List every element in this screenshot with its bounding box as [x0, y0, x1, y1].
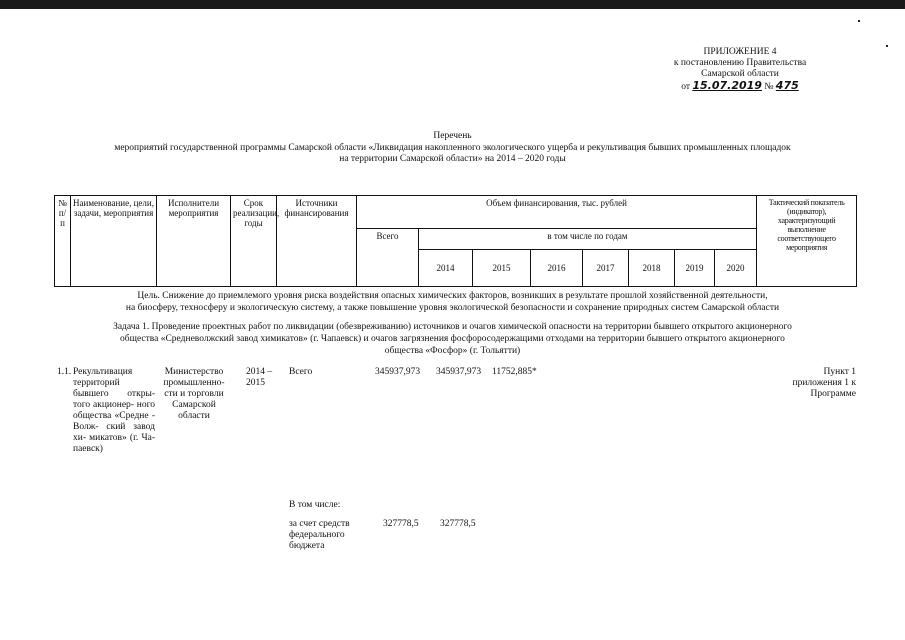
col-year: 2018 — [629, 250, 675, 287]
appendix-region: Самарской области — [701, 69, 779, 79]
federal-budget-label: за счет средств федерального бюджета — [289, 519, 350, 551]
task-line-1: Задача 1. Проведение проектных работ по ликвидации (обезвреживанию) источников и очагов химической опасности на территории бывшего открытого акционерного — [113, 322, 792, 332]
goal-line-2: на биосферу, техносферу и экологическую систему, а также повышение уровня экологической безопасности и сохранение природных систем Самарской области — [125, 303, 780, 313]
col-executors: Исполнители мероприятия — [157, 196, 231, 287]
col-year: 2015 — [473, 250, 531, 287]
document-subtitle: мероприятий государственной программы Самарской области «Ликвидация накопленного экологического ущерба и рекультивация бывших промышленных площадок — [114, 143, 791, 153]
including-label: В том числе: — [289, 500, 341, 510]
col-by-years: в том числе по годам — [419, 229, 757, 250]
scan-speck — [886, 45, 888, 47]
row-indicator: Пункт 1 приложения 1 к Программе — [792, 367, 856, 399]
row-2015: 11752,885* — [492, 367, 537, 377]
row-total: 345937,973 — [375, 367, 421, 377]
col-num: № п/п — [55, 196, 71, 287]
federal-2014: 327778,5 — [440, 519, 476, 529]
col-sources: Источники финансирования — [277, 196, 357, 287]
task-line-3: общества «Фосфор» (г. Тольятти) — [384, 346, 521, 356]
appendix-resolution: к постановлению Правительства — [673, 58, 807, 68]
col-indicator: Тактический показатель (индикатор), характеризующий выполнение соответствующего мероприятия — [757, 196, 857, 287]
date-prefix: от — [681, 82, 690, 92]
document-title: Перечень — [433, 131, 472, 141]
number-prefix: № — [764, 82, 774, 92]
scan-speck — [858, 20, 860, 22]
header-table — [54, 195, 857, 287]
appendix-header — [640, 47, 840, 93]
row-2014: 345937,973 — [436, 367, 482, 377]
handwritten-date: 15.07.2019 — [692, 79, 762, 92]
row-name: Рекультивация территорий бывшего откры- того акционер- ного общества «Средне - Волж- ский завод хи- микатов» (г. Ча- паевск) — [73, 367, 155, 454]
row-term: 2014 – 2015 — [246, 367, 273, 388]
col-total: Всего — [357, 229, 419, 287]
col-year: 2016 — [531, 250, 583, 287]
col-year: 2017 — [583, 250, 629, 287]
col-year: 2019 — [675, 250, 715, 287]
scan-border — [0, 0, 905, 9]
task-line-2: общества «Средневолжский завод химикатов» (г. Чапаевск) и очагов загрязнения фосфоросодержащими отходами на территории бывшего открытого акционерного — [120, 334, 785, 344]
col-name: Наименование, цели, задачи, мероприятия — [71, 196, 157, 287]
row-source: Всего — [289, 367, 313, 377]
appendix-date-line — [640, 80, 840, 93]
row-executor: Министерство промышленно- сти и торговли Самарской области — [163, 367, 225, 421]
appendix-title: ПРИЛОЖЕНИЕ 4 — [703, 47, 777, 57]
goal-line-1: Цель. Снижение до приемлемого уровня риска воздействия опасных химических факторов, возникших в результате прошлой хозяйственной деятельности, — [137, 291, 768, 301]
handwritten-number: 475 — [775, 79, 799, 92]
col-year: 2020 — [715, 250, 757, 287]
document-subtitle-2: на территории Самарской области» на 2014 – 2020 годы — [339, 154, 566, 164]
col-volume: Объем финансирования, тыс. рублей — [357, 196, 757, 229]
row-number: 1.1. — [57, 367, 72, 377]
col-year: 2014 — [419, 250, 473, 287]
federal-total: 327778,5 — [383, 519, 419, 529]
col-term: Срок реализации, годы — [231, 196, 277, 287]
